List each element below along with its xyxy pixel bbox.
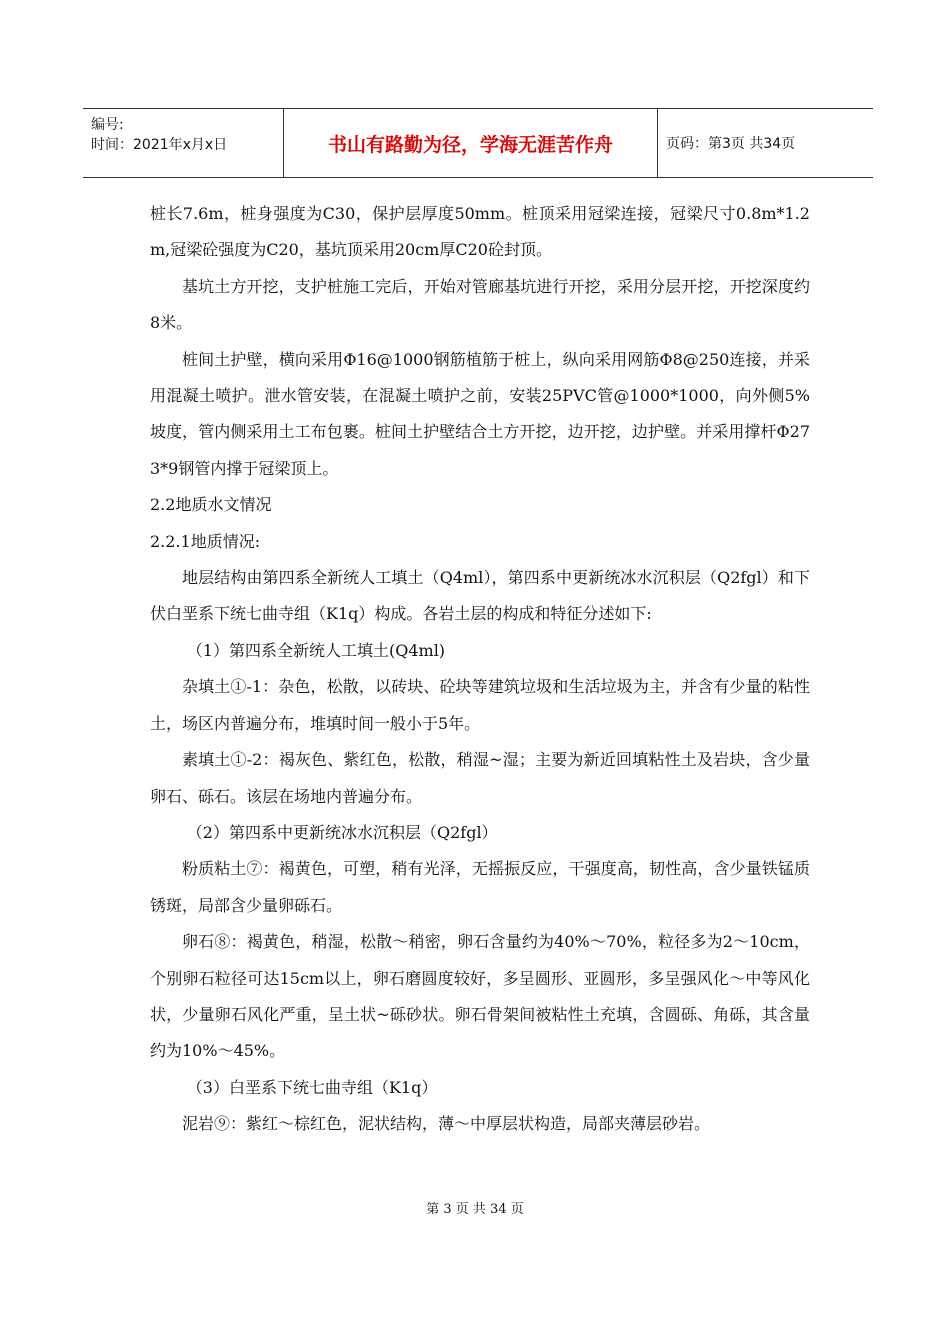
header-page-label: 页码：第3页 共34页	[666, 136, 796, 152]
page-header	[83, 108, 873, 178]
paragraph: 素填土①-2：褐灰色、紫红色，松散，稍湿~湿；主要为新近回填粘性土及岩块，含少量卵石、砾石。该层在场地内普遍分布。	[150, 750, 810, 806]
header-motto: 书山有路勤为径，学海无涯苦作舟	[283, 109, 658, 177]
paragraph: 卵石⑧：褐黄色，稍湿，松散～稍密，卵石含量约为40%～70%，粒径多为2～10cm，个别卵石粒径可达15cm以上，卵石磨圆度较好，多呈圆形、亚圆形，多呈强风化～中等风化状，少量卵石风化严重，呈土状~砾砂状。卵石骨架间被粘性土充填，含圆砾、角砾，其含量约为10%～45%。	[150, 932, 810, 1061]
page-footer: 第 3 页 共 34 页	[426, 1202, 524, 1217]
paragraph: 杂填土①-1：杂色，松散，以砖块、砼块等建筑垃圾和生活垃圾为主，并含有少量的粘性土，场区内普遍分布，堆填时间一般小于5年。	[150, 677, 810, 733]
section-heading: 2.2地质水文情况	[150, 495, 272, 515]
list-heading: （3）白垩系下统七曲寺组（K1q）	[186, 1077, 438, 1097]
list-heading: （2）第四系中更新统冰水沉积层（Q2fgl）	[186, 822, 498, 842]
paragraph: 基坑土方开挖，支护桩施工完后，开始对管廊基坑进行开挖，采用分层开挖，开挖深度约8米。	[150, 276, 810, 333]
paragraph: 桩长7.6m，桩身强度为C30，保护层厚度50mm。桩顶采用冠梁连接，冠梁尺寸0.8m*1.2m,冠梁砼强度为C20，基坑顶采用20cm厚C20砼封顶。	[150, 204, 810, 260]
code-label: 编号:	[91, 117, 124, 133]
subsection-heading: 2.2.1地质情况:	[150, 531, 261, 551]
paragraph: 地层结构由第四系全新统人工填土（Q4ml），第四系中更新统冰水沉积层（Q2fgl）和下伏白垩系下统七曲寺组（K1q）构成。各岩土层的构成和特征分述如下:	[150, 568, 810, 624]
list-heading: （1）第四系全新统人工填土(Q4ml)	[186, 640, 446, 660]
paragraph: 桩间土护壁，横向采用Φ16@1000钢筋植筋于桩上，纵向采用网筋Φ8@250连接，并采用混凝土喷护。泄水管安装，在混凝土喷护之前，安装25PVC管@1000*1000，向外侧5%坡度，管内侧采用土工布包裹。桩间土护壁结合土方开挖，边开挖，边护壁。并采用撑杆Φ273*9钢管内撑于冠梁顶上。	[150, 349, 810, 478]
document-body	[150, 196, 810, 1143]
paragraph: 泥岩⑨：紫红～棕红色，泥状结构，薄～中厚层状构造，局部夹薄层砂岩。	[182, 1114, 711, 1134]
paragraph: 粉质粘土⑦：褐黄色，可塑，稍有光泽，无摇振反应，干强度高，韧性高，含少量铁锰质锈斑，局部含少量卵砾石。	[150, 859, 810, 915]
header-left-cell	[91, 115, 227, 155]
time-label: 时间：2021年x月x日	[91, 137, 228, 153]
